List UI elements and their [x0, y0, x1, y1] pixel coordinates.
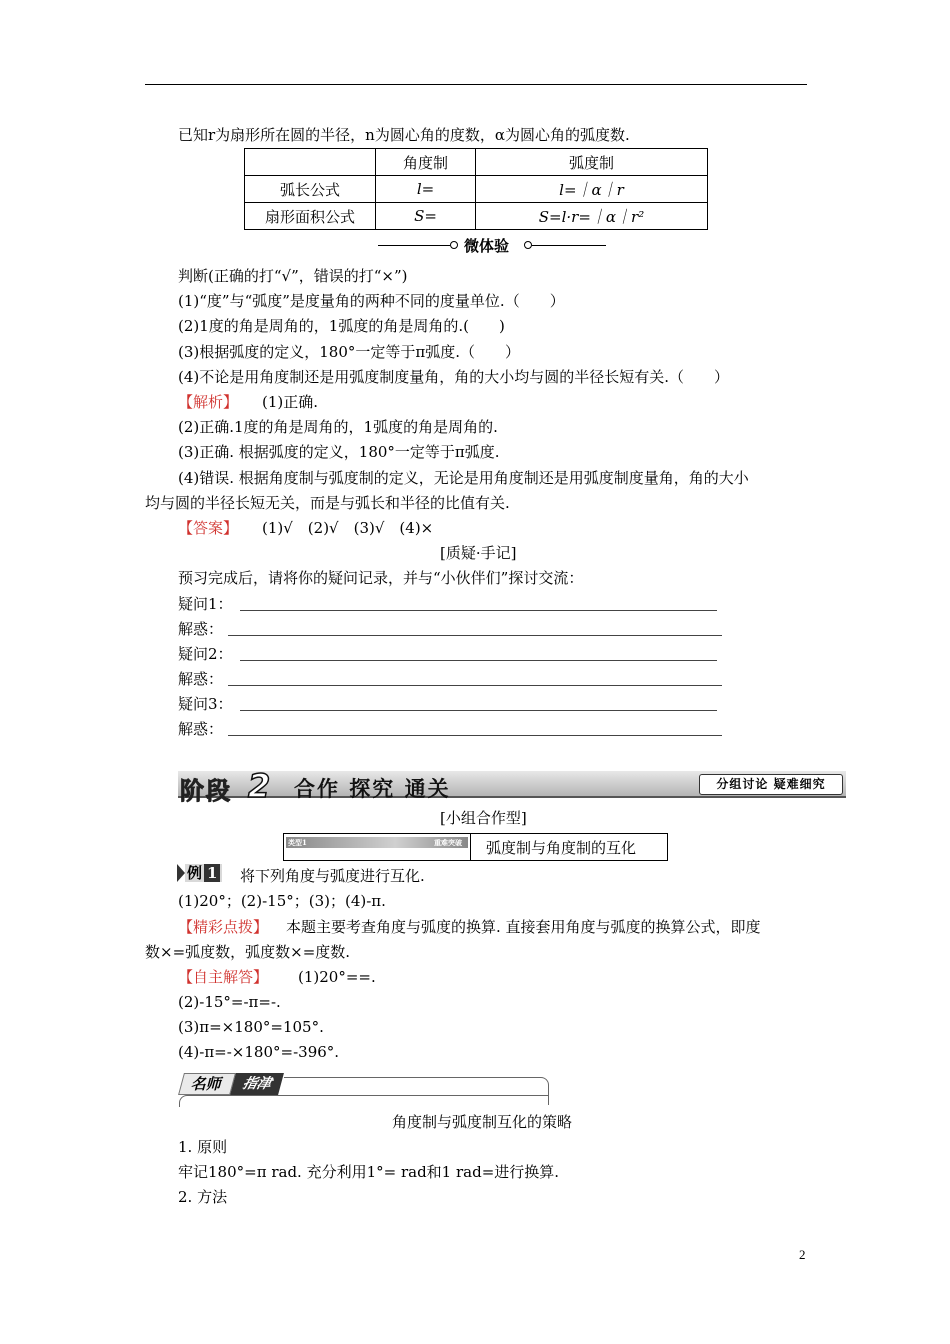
analysis-line: (1)正确. [262, 393, 319, 411]
type-separator [470, 834, 471, 860]
divider-line [532, 245, 606, 246]
note-label: 解惑： [178, 720, 224, 738]
type-badge-left: 类型1 [288, 838, 307, 847]
self-line: (3)π=×180°=105°. [178, 1018, 324, 1036]
analysis-line: (3)正确. 根据弧度的定义，180°一定等于π弧度. [178, 443, 500, 461]
judge-title: 判断(正确的打“√”，错误的打“×”) [178, 267, 408, 285]
note-label: 解惑： [178, 620, 224, 638]
judge-item: (3)根据弧度的定义，180°一定等于π弧度.（ ） [178, 343, 521, 361]
note-label: 解惑： [178, 670, 224, 688]
table-cell: 弧长公式 [245, 176, 376, 203]
type-label: 弧度制与角度制的互化 [486, 839, 637, 857]
note-label: 疑问2： [178, 645, 233, 663]
judge-item: (4)不论是用角度制还是用弧度制度量角，角的大小均与圆的半径长短有关.（ ） [178, 368, 730, 386]
tips-title: 角度制与弧度制互化的策略 [392, 1113, 573, 1131]
table-cell: 弧度制 [476, 149, 708, 176]
formula-table [244, 148, 708, 230]
analysis-tag: 【解析】 [178, 393, 239, 411]
self-line: (4)-π=-×180°=-396°. [178, 1043, 340, 1061]
tips-frame-left [179, 1095, 549, 1107]
answer-tag: 【答案】 [178, 519, 239, 537]
table-row [245, 176, 708, 203]
self-line: (1)20°==. [298, 968, 376, 986]
type-badge-right: 重难突破 [434, 838, 462, 847]
note-blank-line[interactable] [228, 685, 722, 686]
note-blank-line[interactable] [240, 660, 717, 661]
highlight-line: 数×=弧度数，弧度数×=度数. [145, 943, 351, 961]
stage-title: 合作 探究 通关 [294, 776, 451, 801]
table-row [245, 203, 708, 230]
tips-tab-badge: 指津 [230, 1073, 284, 1095]
table-cell [245, 149, 376, 176]
note-blank-line[interactable] [240, 710, 717, 711]
stage-number: 2 [248, 767, 271, 805]
table-cell: l= [376, 176, 476, 203]
tips-item: 2. 方法 [178, 1188, 228, 1206]
group-title: [小组合作型] [440, 809, 527, 827]
divider-dot-icon [450, 241, 458, 249]
table-cell: l=｜α｜r [476, 176, 708, 203]
table-cell: S=l·r=｜α｜r² [476, 203, 708, 230]
analysis-line: (2)正确.1度的角是周角的，1弧度的角是周角的. [178, 418, 498, 436]
judge-item: (1)“度”与“弧度”是度量角的两种不同的度量单位.（ ） [178, 292, 565, 310]
answer-text: (1)√ (2)√ (3)√ (4)× [262, 519, 434, 537]
note-blank-line[interactable] [240, 610, 717, 611]
self-line: (2)-15°=-π=-. [178, 993, 281, 1011]
note-blank-line[interactable] [228, 735, 722, 736]
table-cell: 扇形面积公式 [245, 203, 376, 230]
example-text: 将下列角度与弧度进行互化. [240, 867, 425, 885]
notes-title: [质疑·手记] [440, 544, 517, 562]
notes-intro: 预习完成后，请将你的疑问记录，并与“小伙伴们”探讨交流： [178, 569, 584, 587]
header-rule [145, 84, 807, 85]
table-cell: S= [376, 203, 476, 230]
highlight-line: 本题主要考查角度与弧度的换算. 直接套用角度与弧度的换算公式，即度 [286, 918, 761, 936]
section-divider-weitiyan [378, 235, 606, 255]
stage-label: 阶段 [180, 776, 232, 805]
tips-item: 1. 原则 [178, 1138, 228, 1156]
section-title: 微体验 [464, 237, 510, 255]
analysis-line: 均与圆的半径长短无关，而是与弧长和半径的比值有关. [145, 494, 510, 512]
divider-dot-icon [524, 241, 532, 249]
analysis-line: (4)错误. 根据角度制与弧度制的定义，无论是用角度制还是用弧度制度量角，角的大小 [178, 469, 749, 487]
example-label-text: 例 [187, 864, 203, 882]
divider-line [378, 245, 450, 246]
self-tag: 【自主解答】 [178, 968, 269, 986]
intro-text: 已知r为扇形所在圆的半径，n为圆心角的度数，α为圆心角的弧度数. [178, 126, 630, 144]
page-number: 2 [799, 1247, 806, 1262]
tips-tab-label: 名师 [178, 1073, 236, 1095]
note-label: 疑问3： [178, 695, 233, 713]
example-number: 1 [204, 864, 220, 882]
example-items: (1)20°；(2)-15°；(3)；(4)-π. [178, 892, 386, 910]
judge-item: (2)1度的角是周角的，1弧度的角是周角的.( ) [178, 317, 505, 335]
tips-item: 牢记180°=π rad. 充分利用1°= rad和1 rad=进行换算. [178, 1163, 560, 1181]
example-arrow-icon [177, 864, 185, 882]
highlight-tag: 【精彩点拨】 [178, 918, 269, 936]
example-label [185, 864, 222, 882]
type-box [283, 833, 668, 861]
stage-banner [178, 767, 846, 805]
table-cell: 角度制 [376, 149, 476, 176]
table-row [245, 149, 708, 176]
note-label: 疑问1： [178, 595, 233, 613]
tips-tab [181, 1073, 284, 1095]
stage-tag: 分组讨论 疑难细究 [699, 774, 843, 795]
note-blank-line[interactable] [228, 635, 722, 636]
